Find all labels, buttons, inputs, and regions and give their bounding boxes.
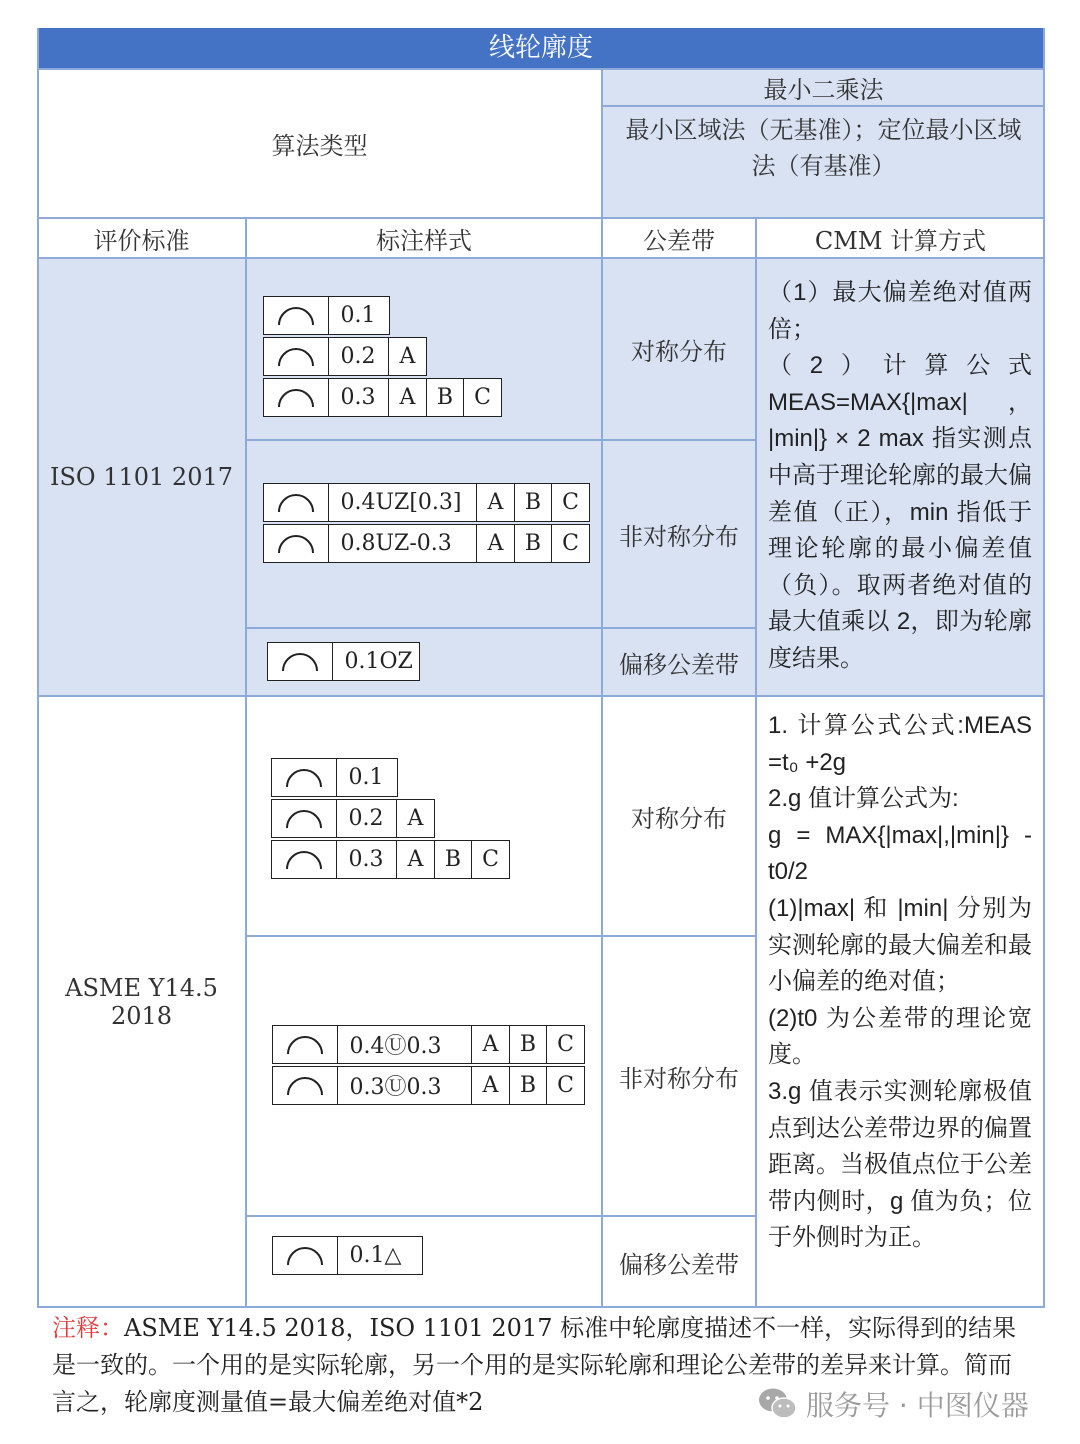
col-cmm-header bbox=[756, 218, 1045, 258]
control-frame bbox=[272, 1236, 423, 1275]
iso-calc-text bbox=[768, 275, 1032, 678]
calc-paragraph: g = MAX{|max|,|min|} - t0/2 bbox=[768, 821, 1032, 886]
datum-a: A bbox=[388, 378, 427, 417]
line-profile-icon bbox=[276, 532, 316, 556]
calc-paragraph: (1)|max| 和 |min| 分别为实测轮廓的最大偏差和最小偏差的绝对值； bbox=[768, 894, 1032, 996]
grid-line bbox=[246, 439, 756, 441]
grid-line bbox=[755, 218, 757, 1308]
grid-line bbox=[37, 28, 39, 1308]
asme-standard-text: ASME Y14.5 2018 bbox=[65, 974, 218, 1030]
datum-b: B bbox=[509, 1066, 548, 1105]
grid-line bbox=[602, 105, 1045, 107]
tolerance-value: 0.3 bbox=[336, 840, 398, 879]
tolerance-value: 0.2 bbox=[328, 337, 390, 376]
profile-symbol-cell bbox=[267, 642, 333, 681]
calc-paragraph: 3.g 值表示实测轮廓极值点到达公差带边界的偏置距离。当极值点位于公差带内侧时，g 值为负；位于外侧时为正。 bbox=[768, 1077, 1032, 1252]
grid-line bbox=[601, 68, 603, 1308]
line-profile-icon bbox=[284, 766, 324, 790]
iso-asym-frames bbox=[263, 483, 590, 565]
control-frame bbox=[267, 642, 420, 681]
datum-c: C bbox=[551, 524, 590, 563]
line-profile-icon bbox=[284, 807, 324, 831]
profile-symbol-cell bbox=[263, 378, 329, 417]
control-frame bbox=[263, 337, 502, 376]
col-style-header bbox=[246, 218, 602, 258]
calc-paragraph: （1）最大偏差绝对值两倍； bbox=[768, 279, 1032, 343]
col-cmm-text: CMM 计算方式 bbox=[814, 226, 987, 255]
profile-symbol-cell bbox=[271, 799, 337, 838]
tolerance-value: 0.8UZ-0.3 bbox=[328, 524, 478, 563]
iso-standard-text: ISO 1101 2017 bbox=[49, 463, 233, 491]
tolerance-value: 0.4Ⓤ0.3 bbox=[337, 1025, 473, 1064]
datum-b: B bbox=[434, 840, 473, 879]
asme-offset-zone-cell bbox=[602, 1216, 756, 1308]
grid-line bbox=[246, 627, 756, 629]
grid-line bbox=[37, 695, 1045, 697]
tolerance-value: 0.1OZ bbox=[332, 642, 420, 681]
asme-standard-cell bbox=[37, 696, 246, 1308]
asme-offset-frames bbox=[272, 1236, 423, 1277]
calc-paragraph: 2.g 值计算公式为: bbox=[768, 785, 959, 813]
calc-paragraph: （2）计算公式 MEAS=MAX{|max|， |min|} × 2 max 指实测点中高于理论轮廓的最大偏差值（正），min 指低于理论轮廓的最小偏差值（负）。取两者绝对值的最大值乘以 2，即为轮廓度结果。 bbox=[768, 352, 1032, 672]
datum-c: C bbox=[546, 1066, 585, 1105]
grid-line bbox=[245, 218, 247, 1308]
grid-line bbox=[37, 1306, 1045, 1308]
line-profile-icon bbox=[276, 304, 316, 328]
calc-paragraph: (2)t0 为公差带的理论宽度。 bbox=[768, 1004, 1032, 1069]
profile-symbol-cell bbox=[272, 1025, 338, 1064]
datum-c: C bbox=[546, 1025, 585, 1064]
profile-symbol-cell bbox=[263, 296, 329, 335]
profile-symbol-cell bbox=[263, 337, 329, 376]
grid-line bbox=[37, 257, 1045, 259]
algo-min-zone bbox=[602, 106, 1045, 218]
datum-a: A bbox=[471, 1025, 510, 1064]
algo-type-text: 算法类型 bbox=[271, 131, 368, 160]
grid-line bbox=[246, 1215, 756, 1217]
datum-b: B bbox=[426, 378, 465, 417]
iso-asym-zone-text: 非对称分布 bbox=[619, 522, 739, 551]
control-frame bbox=[271, 758, 510, 797]
datum-b: B bbox=[514, 524, 553, 563]
wechat-icon bbox=[758, 1387, 798, 1421]
datum-c: C bbox=[551, 483, 590, 522]
datum-a: A bbox=[396, 840, 435, 879]
iso-offset-zone-cell bbox=[602, 628, 756, 696]
line-profile-icon bbox=[285, 1074, 325, 1098]
control-frame bbox=[263, 524, 590, 563]
datum-b: B bbox=[514, 483, 553, 522]
asme-sym-frames bbox=[271, 758, 510, 881]
datum-b: B bbox=[509, 1025, 548, 1064]
profile-symbol-cell bbox=[272, 1066, 338, 1105]
asme-asym-zone-text: 非对称分布 bbox=[619, 1064, 739, 1093]
grid-line bbox=[37, 68, 1045, 70]
tolerance-value: 0.3 bbox=[328, 378, 390, 417]
algo-type-label bbox=[37, 68, 602, 218]
line-profile-icon bbox=[285, 1033, 325, 1057]
iso-offset-frames bbox=[267, 642, 420, 683]
line-profile-icon bbox=[276, 345, 316, 369]
note-text: ASME Y14.5 2018，ISO 1101 2017 标准中轮廓度描述不一样，实际得到的结果是一致的。一个用的是实际轮廓，另一个用的是实际轮廓和理论公差带的差异来计算。简而言之，轮廓度测量值=最大偏差绝对值*2 bbox=[52, 1314, 1017, 1416]
control-frame bbox=[263, 483, 590, 522]
profile-symbol-cell bbox=[271, 758, 337, 797]
control-frame bbox=[271, 799, 510, 838]
asme-asym-frames bbox=[272, 1025, 585, 1107]
datum-a: A bbox=[396, 799, 435, 838]
line-profile-icon bbox=[276, 491, 316, 515]
profile-symbol-cell bbox=[263, 524, 329, 563]
control-frame bbox=[263, 296, 502, 335]
watermark-text: 服务号 · 中图仪器 bbox=[806, 1389, 1029, 1422]
asme-asym-zone-cell bbox=[602, 936, 756, 1216]
col-zone-text: 公差带 bbox=[643, 226, 715, 255]
datum-a: A bbox=[476, 483, 515, 522]
datum-a: A bbox=[476, 524, 515, 563]
col-standard-text: 评价标准 bbox=[93, 226, 190, 255]
tolerance-value: 0.4UZ[0.3] bbox=[328, 483, 478, 522]
datum-a: A bbox=[388, 337, 427, 376]
iso-sym-frames bbox=[263, 296, 502, 419]
profile-symbol-cell bbox=[263, 483, 329, 522]
datum-c: C bbox=[471, 840, 510, 879]
iso-sym-zone-cell bbox=[602, 258, 756, 440]
col-zone-header bbox=[602, 218, 756, 258]
watermark bbox=[758, 1384, 1029, 1424]
iso-offset-zone-text: 偏移公差带 bbox=[619, 650, 739, 679]
note-label: 注释： bbox=[52, 1314, 124, 1342]
line-profile-icon bbox=[276, 386, 316, 410]
profile-symbol-cell bbox=[271, 840, 337, 879]
control-frame bbox=[271, 840, 510, 879]
col-standard-header bbox=[37, 218, 246, 258]
grid-line bbox=[246, 935, 756, 937]
tolerance-value: 0.1 bbox=[328, 296, 390, 335]
algo-least-squares bbox=[602, 68, 1045, 106]
line-profile-icon bbox=[280, 650, 320, 674]
iso-standard-cell bbox=[37, 258, 246, 696]
asme-sym-zone-text: 对称分布 bbox=[631, 804, 727, 833]
asme-sym-zone-cell bbox=[602, 696, 756, 936]
line-profile-icon bbox=[285, 1244, 325, 1268]
tolerance-value: 0.2 bbox=[336, 799, 398, 838]
iso-asym-zone-cell bbox=[602, 440, 756, 628]
datum-a: A bbox=[471, 1066, 510, 1105]
line-profile-icon bbox=[284, 848, 324, 872]
col-style-text: 标注样式 bbox=[376, 226, 472, 255]
table-title: 线轮廓度 bbox=[37, 28, 1045, 68]
tolerance-value: 0.1 bbox=[336, 758, 398, 797]
asme-calc-text bbox=[768, 708, 1032, 1257]
algo-least-squares-text: 最小二乘法 bbox=[763, 75, 884, 104]
grid-line bbox=[37, 217, 1045, 219]
iso-sym-zone-text: 对称分布 bbox=[631, 337, 727, 366]
algo-min-zone-text: 最小区域法（无基准）；定位最小区域法（有基准） bbox=[625, 116, 1022, 180]
grid-line bbox=[1043, 28, 1045, 1308]
control-frame bbox=[272, 1066, 585, 1105]
datum-c: C bbox=[463, 378, 502, 417]
control-frame bbox=[272, 1025, 585, 1064]
profile-symbol-cell bbox=[272, 1236, 338, 1275]
asme-offset-zone-text: 偏移公差带 bbox=[619, 1250, 739, 1279]
tolerance-value: 0.1△ bbox=[337, 1236, 423, 1275]
calc-paragraph: 1. 计算公式公式:MEAS =t₀ +2g bbox=[768, 712, 1032, 776]
control-frame bbox=[263, 378, 502, 417]
tolerance-value: 0.3Ⓤ0.3 bbox=[337, 1066, 473, 1105]
